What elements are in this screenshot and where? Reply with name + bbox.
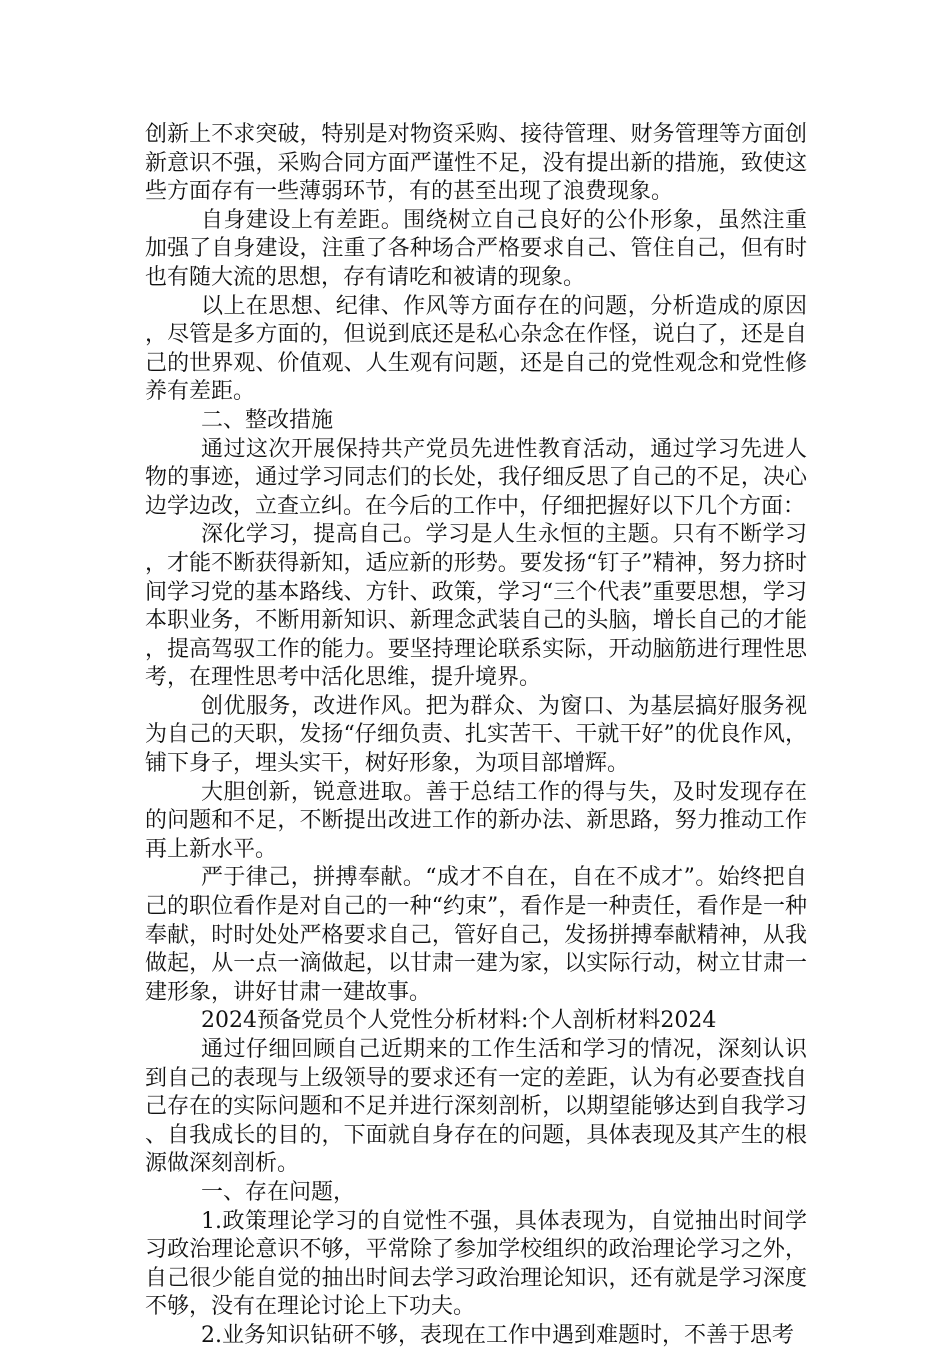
section-title-party-analysis: 2024预备党员个人党性分析材料:个人剖析材料2024 (201, 1008, 717, 1034)
paragraph-rectification-intro: 通过这次开展保持共产党员先进性教育活动，通过学习先进人物的事迹，通过学习同志们的长处，我仔细反思了自己的不足，决心边学边改，立查立纠。在今后的工作中，仔细把握好以下几个方面： (145, 436, 807, 519)
heading-rectification-measures: 二、整改措施 (201, 407, 334, 433)
paragraph-problem-2: 2.业务知识钻研不够，表现在工作中遇到难题时，不善于思考 (201, 1322, 794, 1348)
document-page (145, 121, 807, 1351)
paragraph-improve-service: 创优服务，改进作风。把为群众、为窗口、为基层搞好服务视为自己的天职，发扬“仔细负责、扎实苦干、干就干好”的优良作风，铺下身子，埋头实干，树好形象，为项目部增辉。 (145, 693, 807, 777)
paragraph-problem-1: 1.政策理论学习的自觉性不强，具体表现为，自觉抽出时间学习政治理论意识不够，平常除了参加学校组织的政治理论学习之外，自己很少能自觉的抽出时间去学习政治理论知识，还有就是学习深度不够，没有在理论讨论上下功夫。 (145, 1208, 807, 1320)
paragraph-bold-innovation: 大胆创新，锐意进取。善于总结工作的得与失，及时发现存在的问题和不足，不断提出改进工作的新办法、新思路，努力推动工作再上新水平。 (145, 779, 807, 862)
paragraph-self-discipline: 严于律己，拼搏奉献。“成才不自在，自在不成才”。始终把自己的职位看作是对自己的一种“约束”，看作是一种责任，看作是一种奉献，时时处处严格要求自己，管好自己，发扬拼搏奉献精神，从我做起，从一点一滴做起，以甘肃一建为家，以实际行动，树立甘肃一建形象，讲好甘肃一建故事。 (145, 865, 807, 1005)
paragraph-cause-analysis: 以上在思想、纪律、作风等方面存在的问题，分析造成的原因，尽管是多方面的，但说到底还是私心杂念在作怪，说白了，还是自己的世界观、价值观、人生观有问题，还是自己的党性观念和党性修养有差距。 (145, 293, 807, 405)
paragraph-analysis-intro: 通过仔细回顾自己近期来的工作生活和学习的情况，深刻认识到自己的表现与上级领导的要求还有一定的差距，认为有必要查找自己存在的实际问题和不足并进行深刻剖析，以期望能够达到自我学习、自我成长的目的，下面就自身存在的问题，具体表现及其产生的根源做深刻剖析。 (145, 1037, 807, 1177)
paragraph-self-building: 自身建设上有差距。围绕树立自己良好的公仆形象，虽然注重加强了自身建设，注重了各种场合严格要求自己、管住自己，但有时也有随大流的思想，存有请吃和被请的现象。 (145, 207, 807, 290)
paragraph-deepen-study: 深化学习，提高自己。学习是人生永恒的主题。只有不断学习，才能不断获得新知，适应新的形势。要发扬“钉子”精神，努力挤时间学习党的基本路线、方针、政策，学习“三个代表”重要思想，学习本职业务，不断用新知识、新理念武装自己的头脑，增长自己的才能，提高驾驭工作的能力。要坚持理论联系实际，开动脑筋进行理性思考，在理性思考中活化思维，提升境界。 (145, 522, 807, 691)
paragraph-procurement-innovation: 创新上不求突破，特别是对物资采购、接待管理、财务管理等方面创新意识不强，采购合同方面严谨性不足，没有提出新的措施，致使这些方面存有一些薄弱环节，有的甚至出现了浪费现象。 (145, 122, 807, 205)
heading-existing-problems: 一、存在问题， (201, 1179, 356, 1205)
